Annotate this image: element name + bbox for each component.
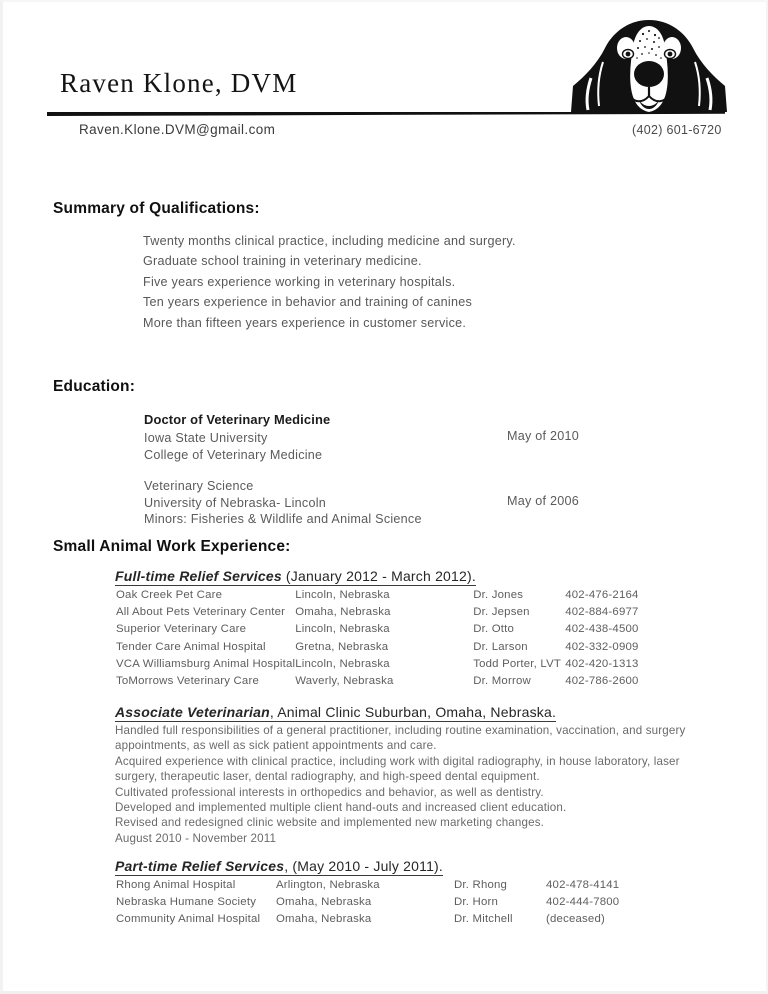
job-title: Associate Veterinarian xyxy=(115,704,270,720)
clinic-name: Tender Care Animal Hospital xyxy=(116,640,266,653)
list-item: Revised and redesigned clinic website and implemented new marketing changes. xyxy=(115,816,545,830)
list-item: Five years experience working in veterinary hospitals. xyxy=(143,274,456,289)
list-item: Ten years experience in behavior and training of canines xyxy=(143,295,473,310)
clinic-phone: 402-438-4500 xyxy=(565,623,639,636)
minors-list: Minors: Fisheries & Wildlife and Animal Science xyxy=(144,512,422,526)
job-heading-associate-veterinarian xyxy=(115,704,556,722)
summary-list xyxy=(143,231,516,333)
clinic-phone: 402-476-2164 xyxy=(565,589,639,601)
education-section-title: Education: xyxy=(53,378,136,395)
clinic-name: Community Animal Hospital xyxy=(116,913,261,926)
clinic-contact: Dr. Mitchell xyxy=(454,913,513,926)
graduation-date: May of 2010 xyxy=(507,429,580,443)
education-entry xyxy=(144,411,580,462)
clinic-contact: Dr. Jepsen xyxy=(473,606,530,619)
clinic-contact: Dr. Morrow xyxy=(473,674,531,687)
table-row xyxy=(116,878,646,895)
clinic-name: ToMorrows Veterinary Care xyxy=(116,674,259,687)
clinic-phone: (deceased) xyxy=(546,913,605,926)
degree-title: Doctor of Veterinary Medicine xyxy=(144,412,331,427)
clinic-city: Omaha, Nebraska xyxy=(276,896,372,909)
table-row xyxy=(116,895,646,912)
dog-head-icon xyxy=(569,16,729,116)
clinic-name: VCA Williamsburg Animal Hospital xyxy=(116,657,296,670)
job-dates: , (May 2010 - July 2011). xyxy=(284,858,444,874)
clinic-city: Gretna, Nebraska xyxy=(295,640,389,653)
page-title: Raven Klone, DVM xyxy=(60,68,298,98)
clinic-phone: 402-786-2600 xyxy=(565,674,639,687)
experience-section-title: Small Animal Work Experience: xyxy=(53,538,291,555)
clinic-city: Lincoln, Nebraska xyxy=(295,657,390,670)
job-title: Part-time Relief Services xyxy=(115,858,285,874)
table-row xyxy=(116,674,665,691)
associate-duties-list xyxy=(115,723,715,846)
clinic-name: Nebraska Humane Society xyxy=(116,896,257,909)
job-title: Full-time Relief Services xyxy=(115,568,282,584)
clinic-phone: 402-884-6977 xyxy=(565,606,639,619)
email-address[interactable]: Raven.Klone.DVM@gmail.com xyxy=(79,122,276,137)
resume-header xyxy=(3,2,768,152)
table-row xyxy=(116,622,665,639)
clinic-phone: 402-478-4141 xyxy=(546,879,620,891)
list-item: More than fifteen years experience in customer service. xyxy=(143,315,467,330)
table-row xyxy=(116,912,646,929)
clinic-contact: Dr. Horn xyxy=(454,896,499,909)
summary-section-title: Summary of Qualifications: xyxy=(53,200,260,217)
clinic-contact: Dr. Larson xyxy=(473,640,528,653)
part-time-relief-clinic-table xyxy=(116,878,646,930)
job-employer: , Animal Clinic Suburban, Omaha, Nebraska. xyxy=(269,704,557,720)
list-item: surgery, therapeutic laser, dental radiography, and high-speed dental equipment. xyxy=(115,770,540,784)
list-item: Developed and implemented multiple client hand-outs and increased client education. xyxy=(115,801,567,815)
education-entry xyxy=(144,477,580,527)
clinic-name: Superior Veterinary Care xyxy=(116,623,247,636)
job-dates: August 2010 - November 2011 xyxy=(115,831,277,845)
clinic-contact: Dr. Otto xyxy=(473,623,515,636)
clinic-contact: Dr. Rhong xyxy=(454,879,508,891)
school-name: Iowa State University xyxy=(144,431,268,445)
clinic-city: Waverly, Nebraska xyxy=(295,674,394,687)
graduation-date: May of 2006 xyxy=(507,493,580,508)
clinic-city: Omaha, Nebraska xyxy=(276,913,372,926)
clinic-name: All About Pets Veterinary Center xyxy=(116,606,286,619)
clinic-name: Oak Creek Pet Care xyxy=(116,589,223,601)
job-heading-part-time-relief xyxy=(115,858,443,876)
list-item: Twenty months clinical practice, including medicine and surgery. xyxy=(143,234,516,248)
degree-title: Veterinary Science xyxy=(144,479,254,493)
clinic-city: Omaha, Nebraska xyxy=(295,606,391,619)
table-row xyxy=(116,640,665,657)
list-item: appointments, as well as sick patient appointments and care. xyxy=(115,739,437,753)
clinic-phone: 402-420-1313 xyxy=(565,657,639,670)
clinic-name: Rhong Animal Hospital xyxy=(116,879,236,891)
clinic-city: Lincoln, Nebraska xyxy=(295,589,390,601)
clinic-city: Arlington, Nebraska xyxy=(276,879,380,891)
school-name: University of Nebraska- Lincoln xyxy=(144,495,327,510)
table-row xyxy=(116,657,665,674)
clinic-phone: 402-444-7800 xyxy=(546,896,620,909)
clinic-contact: Dr. Jones xyxy=(473,589,524,601)
clinic-city: Lincoln, Nebraska xyxy=(295,623,390,636)
list-item: Handled full responsibilities of a general practitioner, including routine examination, vaccination, and surgery xyxy=(115,724,686,737)
phone-number[interactable]: (402) 601-6720 xyxy=(632,123,722,137)
full-time-relief-clinic-table xyxy=(116,588,665,691)
table-row xyxy=(116,588,665,605)
list-item: Graduate school training in veterinary medicine. xyxy=(143,254,422,269)
table-row xyxy=(116,605,665,622)
clinic-contact: Todd Porter, LVT xyxy=(473,657,562,670)
clinic-phone: 402-332-0909 xyxy=(565,640,639,653)
list-item: Cultivated professional interests in orthopedics and behavior, as well as dentistry. xyxy=(115,785,544,799)
college-name: College of Veterinary Medicine xyxy=(144,447,323,462)
job-dates: (January 2012 - March 2012). xyxy=(281,568,476,584)
list-item: Acquired experience with clinical practice, including work with digital radiography, in house laboratory, laser xyxy=(115,754,680,768)
job-heading-full-time-relief xyxy=(115,568,476,586)
